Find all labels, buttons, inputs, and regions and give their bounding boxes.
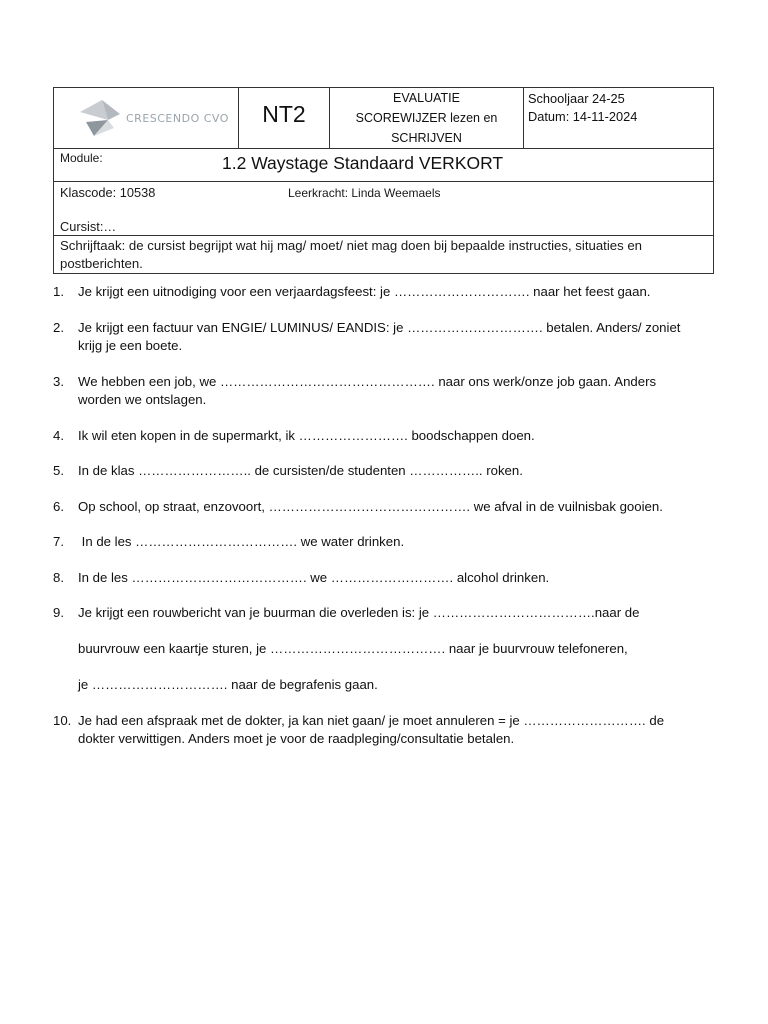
header-table	[53, 87, 714, 274]
logo-text: CRESCENDO CVO	[126, 111, 229, 125]
logo	[78, 98, 229, 138]
module-row	[54, 149, 714, 182]
question-item: 9. Je krijgt een rouwbericht van je buurman die overleden is: je ……………………………….naar de buurvrouw een kaartje sturen, je …………………………………. naar je buurvrouw telefoneren, je …………………………. naar de begrafenis gaan.	[53, 605, 640, 692]
question-item: 3. We hebben een job, we …………………………………………. naar ons werk/onze job gaan. Anders worden we ontslagen.	[53, 373, 657, 407]
question-item: 6. Op school, op straat, enzovoort, ………………………………………. we afval in de vuilnisbak gooien.	[53, 498, 663, 514]
question-item: 7. In de les ………………………………. we water drinken.	[53, 534, 405, 549]
question-item: 4. Ik wil eten kopen in de supermarkt, ik ……………………. boodschappen doen.	[53, 427, 535, 443]
date: Datum: 14-11-2024	[528, 109, 638, 124]
class-row	[54, 182, 714, 236]
teacher: Leerkracht: Linda Weemaels	[288, 186, 441, 200]
question-item: 8. In de les …………………………………. we ………………………. alcohol drinken.	[53, 569, 550, 585]
level-label: NT2	[239, 88, 330, 149]
school-year: Schooljaar 24-25	[528, 91, 625, 106]
school-info	[524, 88, 714, 149]
module-title: 1.2 Waystage Standaard VERKORT	[222, 153, 504, 173]
question-item: 1. Je krijgt een uitnodiging voor een verjaardagsfeest: je …………………………. naar het feest gaan.	[53, 284, 651, 299]
question-item: 5. In de klas …………………….. de cursisten/de studenten …………….. roken.	[53, 463, 523, 478]
question-item: 2. Je krijgt een factuur van ENGIE/ LUMINUS/ EANDIS: je …………………………. betalen. Anders/ zoniet krijg je een boete.	[53, 319, 681, 353]
module-label: Module:	[60, 151, 103, 165]
question-list	[53, 283, 693, 766]
class-code: Klascode: 10538	[60, 185, 156, 200]
crescendo-logo-icon	[78, 98, 122, 138]
student-field: Cursist:…	[60, 219, 117, 234]
evaluation-title: EVALUATIE SCOREWIJZER lezen en SCHRIJVEN	[330, 88, 524, 149]
question-item: 10. Je had een afspraak met de dokter, ja kan niet gaan/ je moet annuleren = je ………………………. de dokter verwittigen. Anders moet je voor de raadpleging/consultatie betalen.	[53, 712, 665, 746]
writing-task: Schrijftaak: de cursist begrijpt wat hij mag/ moet/ niet mag doen bij bepaalde instructies, situaties en postberichten.	[54, 236, 714, 274]
logo-cell	[54, 88, 239, 149]
